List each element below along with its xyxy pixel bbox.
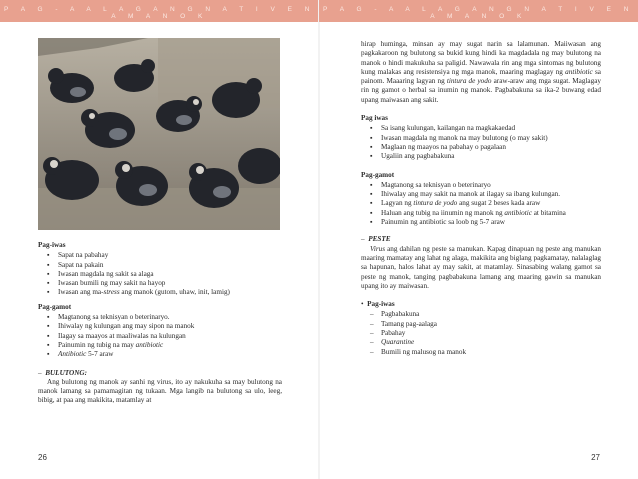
pagiwas-list	[38, 251, 282, 297]
peste-paragraph: Virus ang dahilan ng peste sa manukan. Kapag dinapuan ng peste ang manukan maaring mamatay ang lahat ng alaga, makikita ang biglang pagkamatay, nalalaglag sa hapunan, halos lahat ay may sakit, at matamlay. Sinasabing walang gamot sa peste ng manok, tanging pagbabakuna lamang ang maaring gawin sa manukan upang ito ay maiwasan.	[361, 244, 601, 290]
right-header-band	[319, 0, 638, 22]
right-page-number: 27	[591, 453, 600, 462]
list-item: ▪ Haluan ang tubig na iinumin ng manok ng antibiotic at bitamina	[361, 209, 601, 218]
list-item: ▪ Lagyan ng tintura de yodo ang sugat 2 beses kada araw	[361, 199, 601, 208]
list-item: ▪ Ihiwalay ang may sakit na manok at ilagay sa ibang kulungan.	[361, 190, 601, 199]
list-item: ▪ Magtanong sa teknisyan o beterinaryo	[361, 181, 601, 190]
right-text-column	[361, 40, 601, 357]
bulutong-heading: – BULUTONG:	[38, 368, 87, 377]
left-header-title: P A G - A A L A G A N G N A T I V E N A M A N O K	[4, 6, 315, 20]
list-item: ▪ Ilagay sa maayos at maaliwalas na kulungan	[38, 332, 282, 341]
right-paggamot-heading: Pag-gamot	[361, 170, 395, 179]
list-item: – Tamang pag-aalaga	[361, 320, 601, 329]
intro-paragraph: hirap huminga, minsan ay may sugat narin sa lalamunan. Maiiwasan ang pagkakaroon ng bulutong sa bukid kung hindi ka magdadala ng may bulutong na manok o hindi makukuha sa paligid. Nawawala rin ang mga sintomas ng bulutong kung malakas ang resistensiya ng mga manok, maaring maglagay ng antibiotic sa painom. Maaaring lagyan ng tintura de yodo araw-araw ang mga sugat. Maglagay rin ng gamot o herbal sa inumin ng manok. Pagbabakuna sa ika-2 buwang edad upang maiwasan ang sakit.	[361, 40, 601, 104]
list-item: ▪ Painumin ng antibiotic sa loob ng 5-7 araw	[361, 218, 601, 227]
list-item: – Pabahay	[361, 329, 601, 338]
list-item: ▪ Painumin ng tubig na may antibiotic	[38, 341, 282, 350]
list-item: – Bumili ng malusog na manok	[361, 348, 601, 357]
right-pagiwas-heading: Pag iwas	[361, 114, 388, 123]
right-page	[319, 0, 638, 479]
paggamot-list	[38, 313, 282, 359]
list-item: ▪ Iwasan bumili ng may sakit na hayop	[38, 279, 282, 288]
right-header-title: P A G - A A L A G A N G N A T I V E N A M A N O K	[323, 6, 634, 20]
left-page-number: 26	[38, 453, 47, 462]
list-item: ▪ Magtanong sa teknisyan o beterinaryo.	[38, 313, 282, 322]
list-item: ▪ Ugaliin ang pagbabakuna	[361, 152, 601, 161]
list-item: – Quarantine	[361, 338, 601, 347]
list-item: – Pagbabakuna	[361, 310, 601, 319]
peste-heading: – PESTE	[361, 235, 391, 244]
list-item: ▪ Sapat na pabahay	[38, 251, 282, 260]
right-pagiwas2-heading: • Pag-iwas	[361, 300, 395, 309]
bulutong-paragraph: Ang bulutong ng manok ay sanhi ng virus, ito ay nakukuha sa may bulutong na manok lamang sa pamamagitan ng tukaan. Mga langib na bulutong sa ulo, leeg, bibig, at paa ang makikita, matamlay at	[38, 377, 282, 405]
list-item: ▪ Iwasan magdala ng sakit sa alaga	[38, 270, 282, 279]
pagiwas-heading: Pag-iwas	[38, 241, 66, 249]
left-text-column	[38, 241, 282, 406]
right-pagiwas2-list	[361, 310, 601, 356]
chicks-photo	[38, 38, 280, 230]
right-paggamot-list	[361, 181, 601, 227]
list-item: ▪ Sa isang kulungan, kailangan na magkakaedad	[361, 124, 601, 133]
left-header-band	[0, 0, 319, 22]
list-item: ▪ Maglaan ng maayos na pabahay o pagalaan	[361, 143, 601, 152]
paggamot-heading: Pag-gamot	[38, 302, 72, 311]
list-item: ▪ Iwasan magdala ng manok na may bulutong (o may sakit)	[361, 134, 601, 143]
list-item: ▪ Antibiotic 5-7 araw	[38, 350, 282, 359]
list-item: ▪ Iwasan ang ma-stress ang manok (gutom, uhaw, init, lamig)	[38, 288, 282, 297]
right-pagiwas-list	[361, 124, 601, 161]
chicks-photo-illustration	[38, 38, 280, 230]
list-item: ▪ Ihiwalay ng kulungan ang may sipon na manok	[38, 322, 282, 331]
list-item: ▪ Sapat na pakain	[38, 261, 282, 270]
